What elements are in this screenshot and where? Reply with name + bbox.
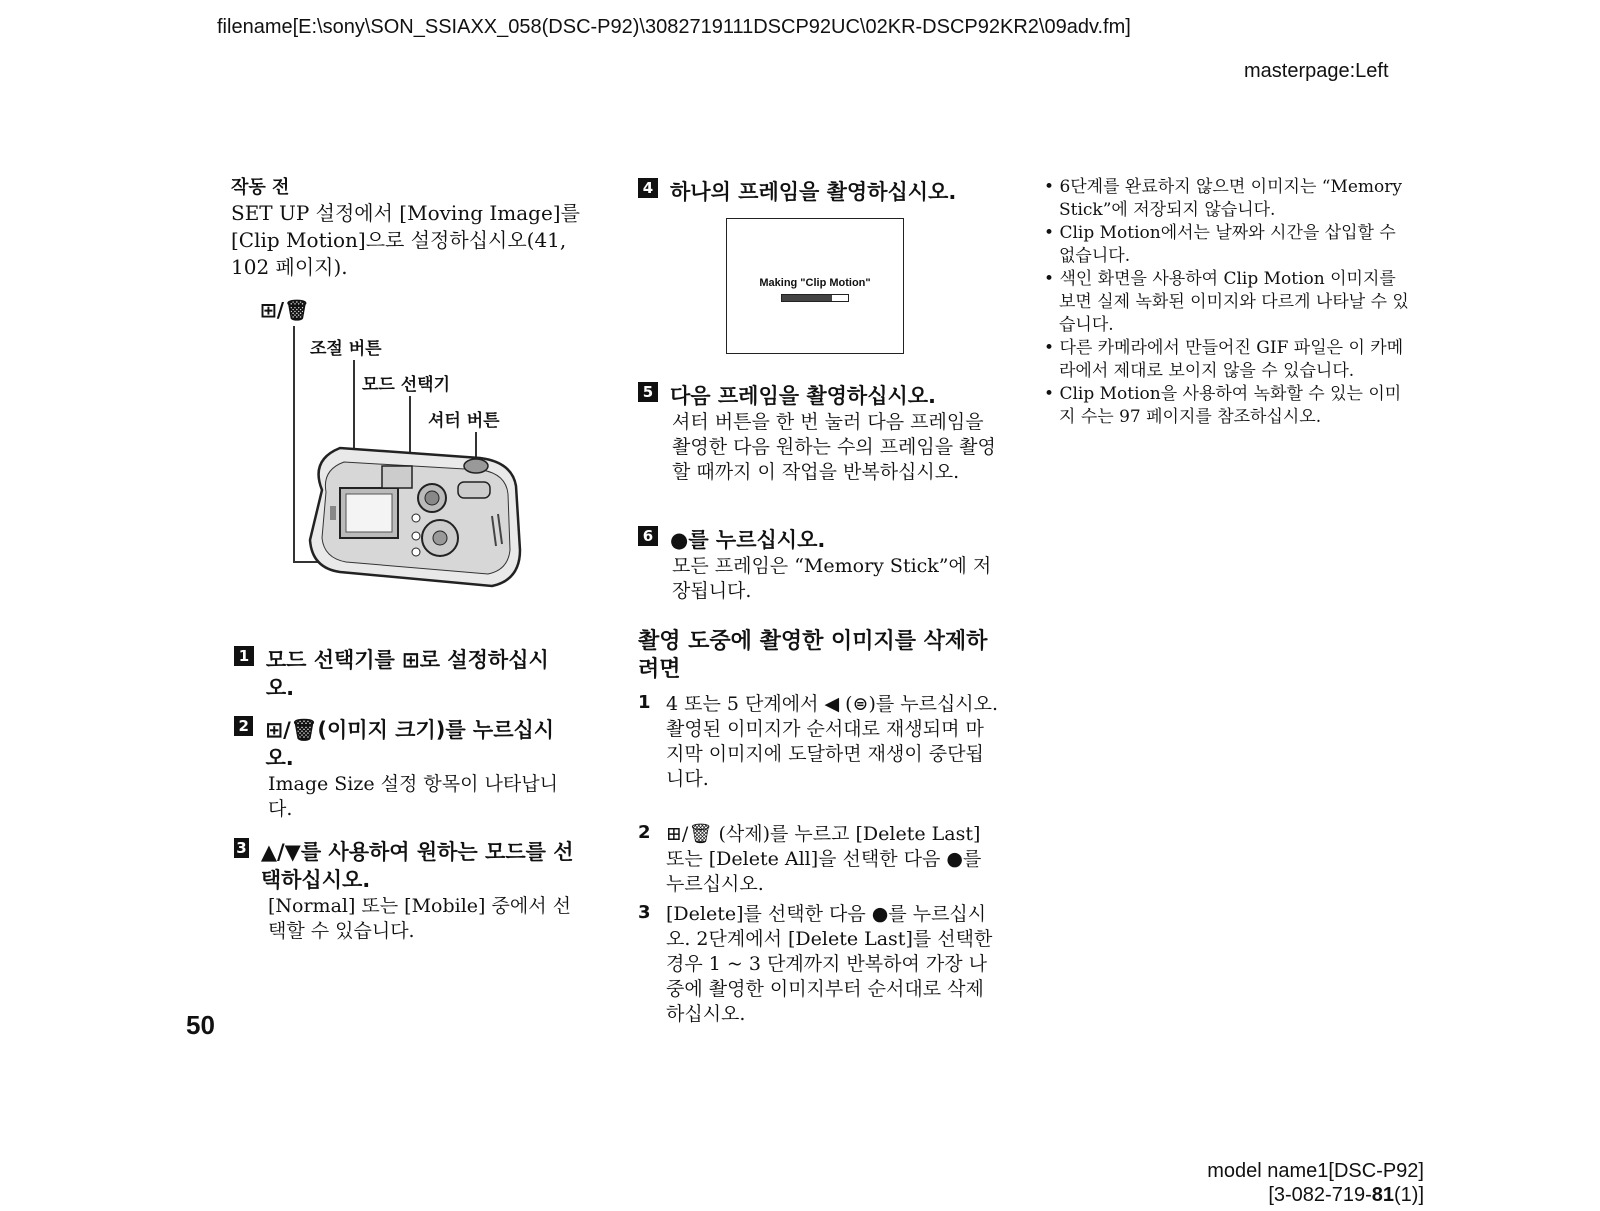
step-body: Image Size 설정 항목이 나타납니다. — [268, 773, 558, 820]
notes-list — [1044, 176, 1412, 429]
note-item: • 색인 화면을 사용하여 Clip Motion 이미지를 보면 실제 녹화된 이미지와 다르게 나타날 수 있습니다. — [1044, 269, 1409, 335]
step-body: [Normal] 또는 [Mobile] 중에서 선택할 수 있습니다. — [268, 895, 571, 942]
footer-code-prefix: [3-082-719- — [1268, 1184, 1372, 1206]
delete-item-2 — [638, 822, 1000, 897]
progress-bar — [781, 294, 849, 302]
camera-illustration — [230, 290, 550, 600]
step-title: 모드 선택기를 ⊞로 설정하십시오. — [265, 648, 549, 700]
step-4 — [638, 178, 998, 206]
step-title: ▲/▼를 사용하여 원하는 모드를 선택하십시오. — [260, 840, 574, 892]
camera-figure — [230, 290, 550, 600]
masterpage-label: masterpage:Left — [1244, 60, 1389, 82]
step-5 — [638, 382, 998, 485]
note-text: 6단계를 완료하지 않으면 이미지는 “Memory Stick”에 저장되지 않습니다. — [1059, 177, 1403, 220]
step-number: 2 — [234, 716, 253, 736]
note-item: • 6단계를 완료하지 않으면 이미지는 “Memory Stick”에 저장되지 않습니다. — [1044, 177, 1403, 220]
step-title: ⊞/🗑(이미지 크기)를 누르십시오. — [265, 718, 555, 770]
step-3 — [234, 838, 574, 944]
image-size-delete-icon: ⊞/🗑 — [260, 298, 310, 322]
before-block — [231, 176, 591, 281]
step-number: 5 — [638, 382, 658, 402]
footer-model: model name1[DSC-P92] — [1207, 1160, 1424, 1182]
step-1 — [234, 646, 574, 702]
item-text: ⊞/🗑 (삭제)를 누르고 [Delete Last] 또는 [Delete All]을 선택한 다음 ●를 누르십시오. — [666, 823, 982, 895]
lcd-preview — [726, 218, 904, 354]
delete-section-heading: 촬영 도중에 촬영한 이미지를 삭제하려면 — [638, 629, 988, 682]
step-number: 6 — [638, 526, 658, 546]
item-number: 2 — [638, 822, 651, 843]
item-text: 4 또는 5 단계에서 ◀ (⊜)를 누르십시오. 촬영된 이미지가 순서대로 재생되며 마지막 이미지에 도달하면 재생이 중단됩니다. — [666, 693, 999, 790]
page-number: 50 — [186, 1010, 215, 1040]
item-number: 1 — [638, 692, 651, 713]
before-text: SET UP 설정에서 [Moving Image]를 [Clip Motion]으로 설정하십시오(41, 102 페이지). — [231, 201, 580, 279]
note-item: • 다른 카메라에서 만들어진 GIF 파일은 이 카메라에서 제대로 보이지 않을 수 있습니다. — [1044, 338, 1404, 381]
item-text: [Delete]를 선택한 다음 ●를 누르십시오. 2단계에서 [Delete Last]를 선택한 경우 1 ~ 3 단계까지 반복하여 가장 나중에 촬영한 이미지부터 순서대로 삭제하십시오. — [666, 903, 993, 1025]
note-text: Clip Motion에서는 날짜와 시간을 삽입할 수 없습니다. — [1059, 223, 1396, 266]
step-title: 하나의 프레임을 촬영하십시오. — [670, 180, 957, 204]
footer-code-suffix: (1)] — [1394, 1184, 1424, 1206]
label-shutter-button: 셔터 버튼 — [428, 411, 500, 431]
before-heading: 작동 전 — [231, 177, 290, 198]
step-body: 모든 프레임은 “Memory Stick”에 저장됩니다. — [672, 555, 992, 602]
step-body: 셔터 버튼을 한 번 눌러 다음 프레임을 촬영한 다음 원하는 수의 프레임을 촬영할 때까지 이 작업을 반복하십시오. — [672, 411, 996, 483]
lcd-making-text: Making "Clip Motion" — [759, 277, 871, 289]
label-control-button: 조절 버튼 — [310, 339, 382, 359]
delete-item-1 — [638, 692, 1000, 792]
note-text: 다른 카메라에서 만들어진 GIF 파일은 이 카메라에서 제대로 보이지 않을 수 있습니다. — [1059, 338, 1404, 381]
delete-item-3 — [638, 902, 1000, 1027]
step-number: 3 — [234, 838, 249, 858]
note-text: 색인 화면을 사용하여 Clip Motion 이미지를 보면 실제 녹화된 이미지와 다르게 나타날 수 있습니다. — [1059, 269, 1409, 335]
step-number: 1 — [234, 646, 254, 666]
note-text: Clip Motion을 사용하여 녹화할 수 있는 이미지 수는 97 페이지를 참조하십시오. — [1059, 384, 1402, 427]
progress-fill — [782, 295, 832, 301]
note-item: • Clip Motion에서는 날짜와 시간을 삽입할 수 없습니다. — [1044, 223, 1396, 266]
step-2 — [234, 716, 574, 822]
step-number: 4 — [638, 178, 658, 198]
filename-header: filename[E:\sony\SON_SSIAXX_058(DSC-P92)\3082719111DSCP92UC\02KR-DSCP92KR2\09adv.fm] — [217, 16, 1131, 38]
step-title: 다음 프레임을 촬영하십시오. — [670, 384, 937, 408]
footer-code — [1268, 1184, 1424, 1207]
item-number: 3 — [638, 902, 651, 923]
note-item: • Clip Motion을 사용하여 녹화할 수 있는 이미지 수는 97 페이지를 참조하십시오. — [1044, 384, 1402, 427]
step-6 — [638, 526, 998, 604]
label-mode-selector: 모드 선택기 — [362, 375, 451, 395]
footer-code-bold: 81 — [1371, 1184, 1394, 1206]
step-title: ●를 누르십시오. — [670, 528, 826, 552]
